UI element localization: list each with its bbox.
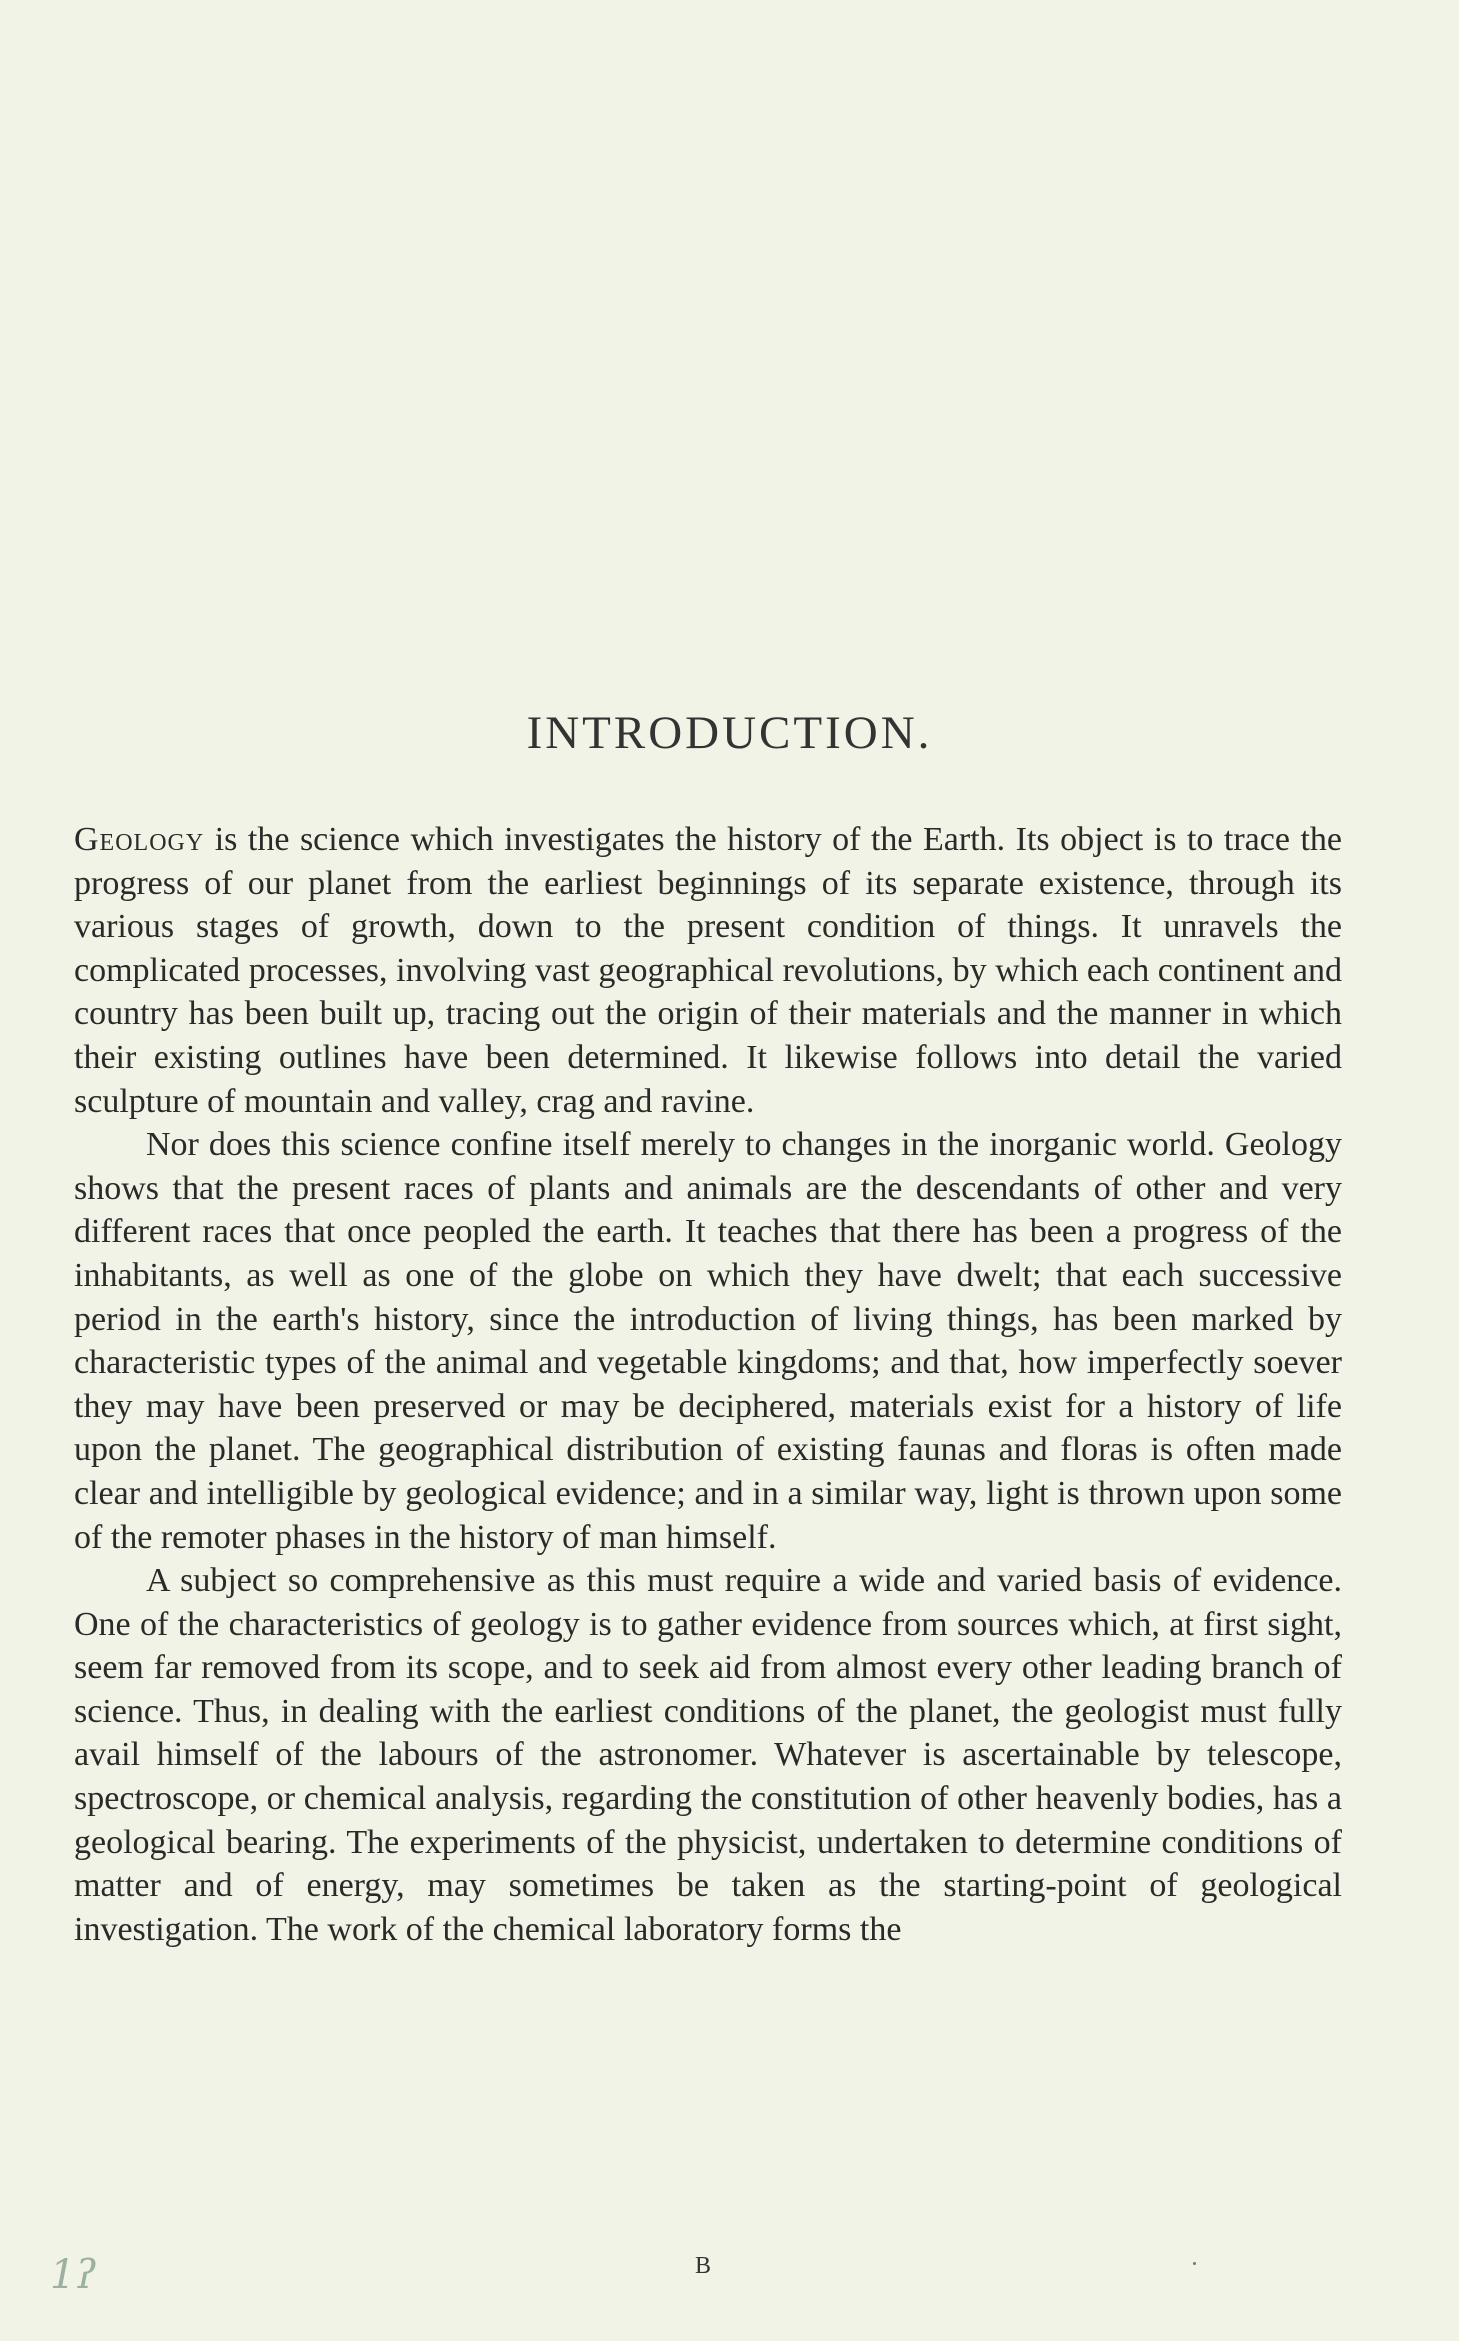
paragraph-3: A subject so comprehensive as this must require a wide and varied basis of evidence. One of the characteristics of geology is to gather evidence from sources which, at first sight, seem far removed from its scope, and to seek aid from almost every other leading branch of science. Thus, in dealing with the earliest conditions of the planet, the geologist must fully avail himself of the labours of the astronomer. Whatever is ascertainable by telescope, spectroscope, or chemical analysis, regarding the constitution of other heavenly bodies, has a geological bearing. The experiments of the physicist, undertaken to determine conditions of matter and of energy, may sometimes be taken as the starting-point of geological investigation. The work of the chemical laboratory forms the bbox=[74, 1562, 1342, 1948]
paragraph-1-text: is the science which investigates the history of the Earth. Its object is to trace the progress of our planet from the earliest beginnings of its separate existence, through its various stages of growth, down to the present condition of things. It unravels the complicated processes, involving vast geographical revolutions, by which each continent and country has been built up, tracing out the origin of their materials and the manner in which their existing outlines have been determined. It likewise follows into detail the varied sculpture of mountain and valley, crag and ravine. bbox=[74, 821, 1342, 1120]
lead-word: Geology bbox=[74, 821, 205, 858]
paragraph-1 bbox=[74, 818, 1342, 1123]
body-text bbox=[74, 818, 1342, 1951]
speck bbox=[1193, 2262, 1196, 2265]
library-mark: 1ʔ bbox=[50, 2252, 97, 2298]
signature-mark: B bbox=[695, 2253, 712, 2279]
page-title: INTRODUCTION. bbox=[526, 707, 933, 759]
paragraph-2: Nor does this science confine itself merely to changes in the inorganic world. Geology shows that the present races of plants and animals are the descendants of other and very different races that once peopled the earth. It teaches that there has been a progress of the inhabitants, as well as one of the globe on which they have dwelt; that each successive period in the earth's history, since the introduction of living things, has been marked by characteristic types of the animal and vegetable kingdoms; and that, how imperfectly soever they may have been preserved or may be deciphered, materials exist for a history of life upon the planet. The geographical distribution of existing faunas and floras is often made clear and intelligible by geological evidence; and in a similar way, light is thrown upon some of the remoter phases in the history of man himself. bbox=[74, 1126, 1342, 1556]
